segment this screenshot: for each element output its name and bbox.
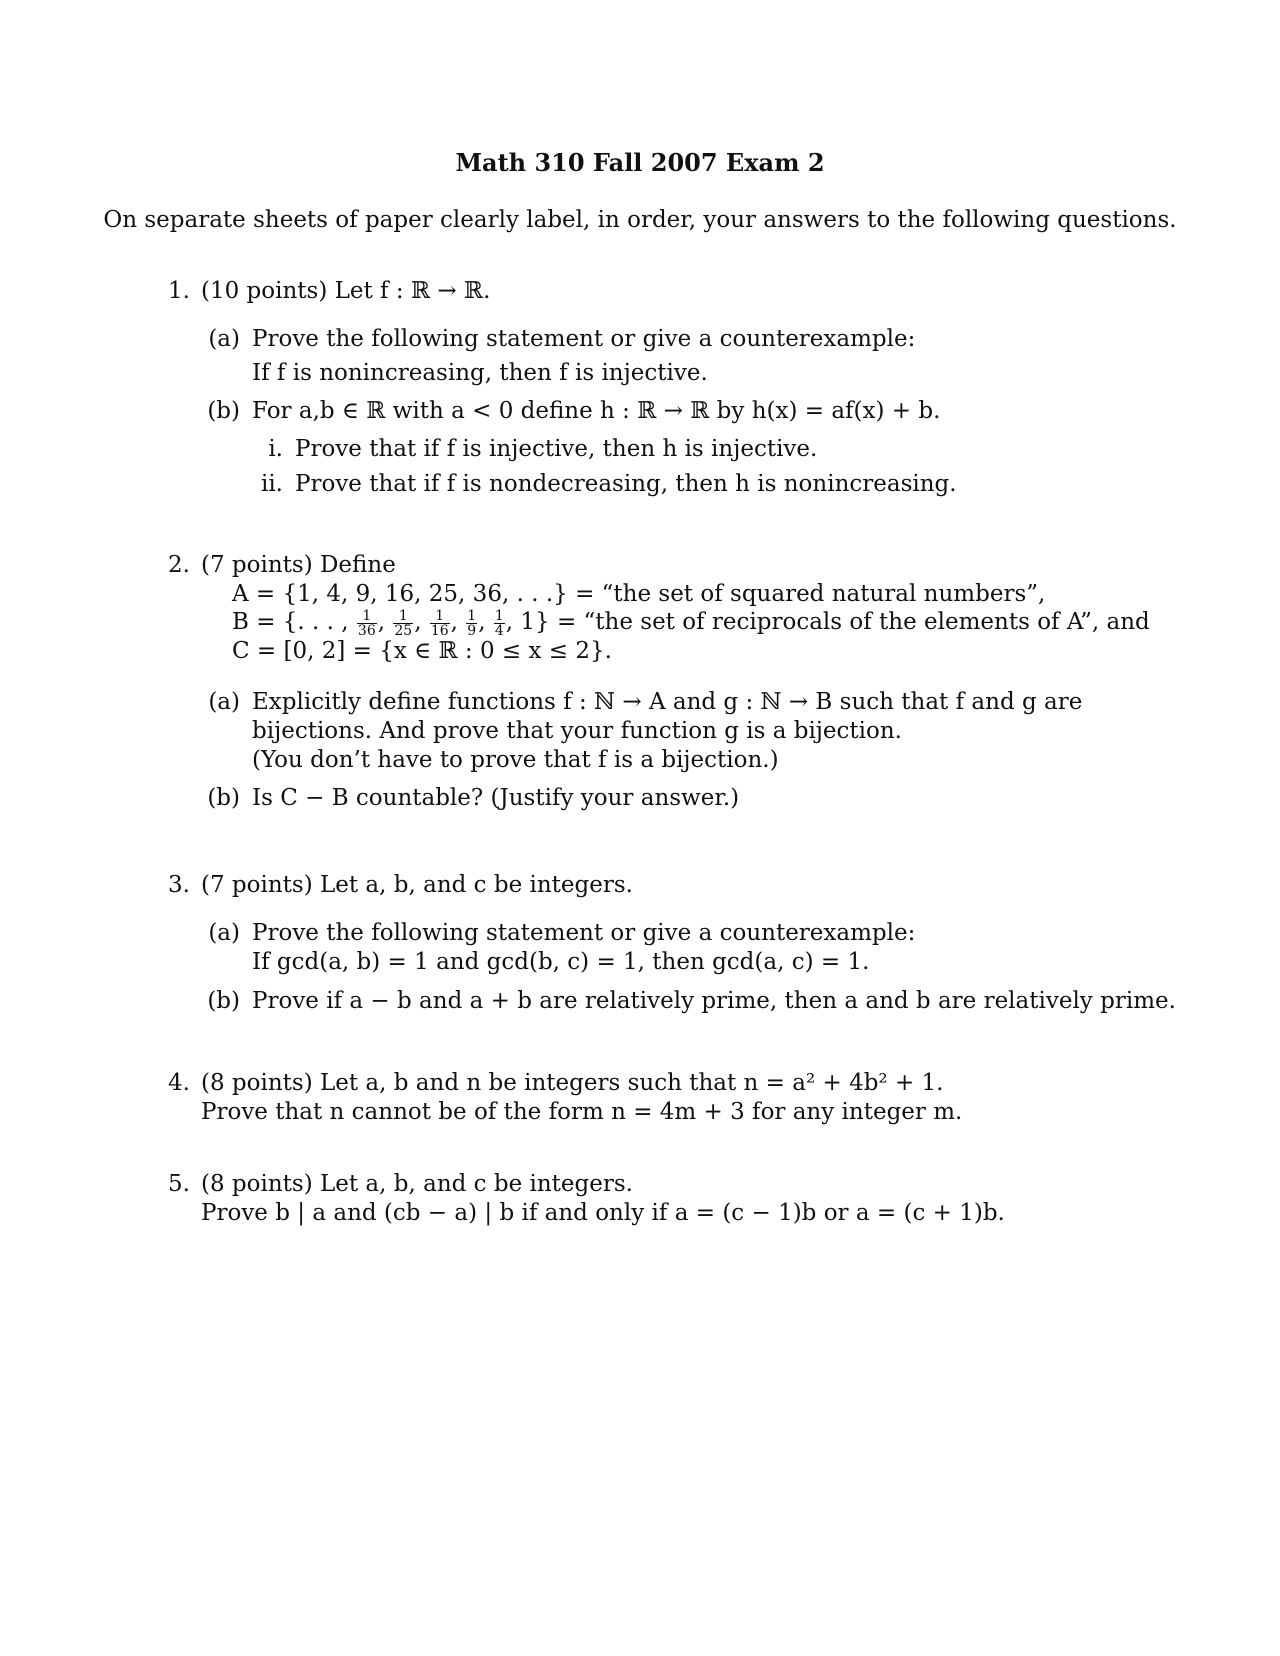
question-text: (8 points) Let a, b, and c be integers. — [201, 1171, 633, 1197]
part-text: Is C − B countable? (Justify your answer.) — [252, 785, 740, 811]
fraction — [466, 609, 477, 638]
part-text: bijections. And prove that your function g is a bijection. — [252, 718, 902, 744]
exam-title: Math 310 Fall 2007 Exam 2 — [455, 148, 825, 177]
subpart-label: i. — [268, 436, 283, 462]
fraction — [430, 609, 450, 638]
set-a-definition: A = {1, 4, 9, 16, 25, 36, . . .} = “the set of squared natural numbers”, — [232, 581, 1046, 607]
denominator: 25 — [394, 622, 413, 639]
fraction — [393, 609, 413, 638]
question-number: 4. — [168, 1070, 190, 1096]
set-b-definition: B = {. . . , $\frac{1}{36}$ , $\frac{1}{25}$ , $\frac{1}{16}$ , $\frac{1}{9}$ , $\frac{1}{4}$ , 1} = “the set of reciprocals of the elements of A”, and — [232, 607, 1150, 639]
set-b-prefix: B = {. . . , — [232, 609, 349, 635]
question-header: (10 points) Let f : ℝ → ℝ. — [201, 278, 491, 304]
denominator: 36 — [357, 622, 376, 639]
subpart-label: ii. — [260, 471, 283, 497]
question-header: (7 points) Let a, b, and c be integers. — [201, 872, 633, 898]
question-number: 2. — [168, 552, 190, 578]
part-text: If gcd(a, b) = 1 and gcd(b, c) = 1, then gcd(a, c) = 1. — [252, 949, 870, 975]
part-label: (b) — [207, 988, 240, 1014]
question-text: Prove that n cannot be of the form n = 4m + 3 for any integer m. — [201, 1099, 963, 1125]
numerator: 1 — [393, 609, 413, 624]
subpart-text: Prove that if f is nondecreasing, then h is nonincreasing. — [295, 471, 957, 497]
question-number: 5. — [168, 1171, 190, 1197]
subpart-text: Prove that if f is injective, then h is injective. — [295, 436, 818, 462]
part-text: If f is nonincreasing, then f is injective. — [252, 360, 708, 386]
part-text: Prove if a − b and a + b are relatively prime, then a and b are relatively prime. — [252, 988, 1176, 1014]
question-text: (8 points) Let a, b and n be integers such that n = a² + 4b² + 1. — [201, 1070, 944, 1096]
numerator: 1 — [467, 607, 477, 624]
part-label: (a) — [208, 326, 240, 352]
part-text: For a,b ∈ ℝ with a < 0 define h : ℝ → ℝ by h(x) = af(x) + b. — [252, 398, 941, 424]
question-number: 1. — [168, 278, 190, 304]
denominator: 9 — [467, 622, 477, 639]
question-header: (7 points) Define — [201, 552, 396, 578]
fraction — [494, 609, 505, 638]
part-label: (a) — [208, 920, 240, 946]
set-b-suffix: 1} = “the set of reciprocals of the elements of A”, and — [520, 609, 1150, 635]
fraction — [357, 609, 377, 638]
numerator: 1 — [357, 609, 377, 624]
instructions: On separate sheets of paper clearly label, in order, your answers to the following questions. — [103, 207, 1177, 233]
denominator: 16 — [430, 622, 449, 639]
part-label: (b) — [207, 785, 240, 811]
part-label: (b) — [207, 398, 240, 424]
part-text: (You don’t have to prove that f is a bijection.) — [252, 747, 779, 773]
part-label: (a) — [208, 689, 240, 715]
question-number: 3. — [168, 872, 190, 898]
question-text: Prove b | a and (cb − a) | b if and only if a = (c − 1)b or a = (c + 1)b. — [201, 1200, 1005, 1226]
denominator: 4 — [494, 622, 504, 639]
numerator: 1 — [494, 607, 504, 624]
numerator: 1 — [430, 609, 450, 624]
set-c-definition: C = [0, 2] = {x ∈ ℝ : 0 ≤ x ≤ 2}. — [232, 638, 612, 664]
part-text: Prove the following statement or give a counterexample: — [252, 920, 916, 946]
part-text: Explicitly define functions f : ℕ → A and g : ℕ → B such that f and g are — [252, 689, 1083, 715]
part-text: Prove the following statement or give a counterexample: — [252, 326, 916, 352]
